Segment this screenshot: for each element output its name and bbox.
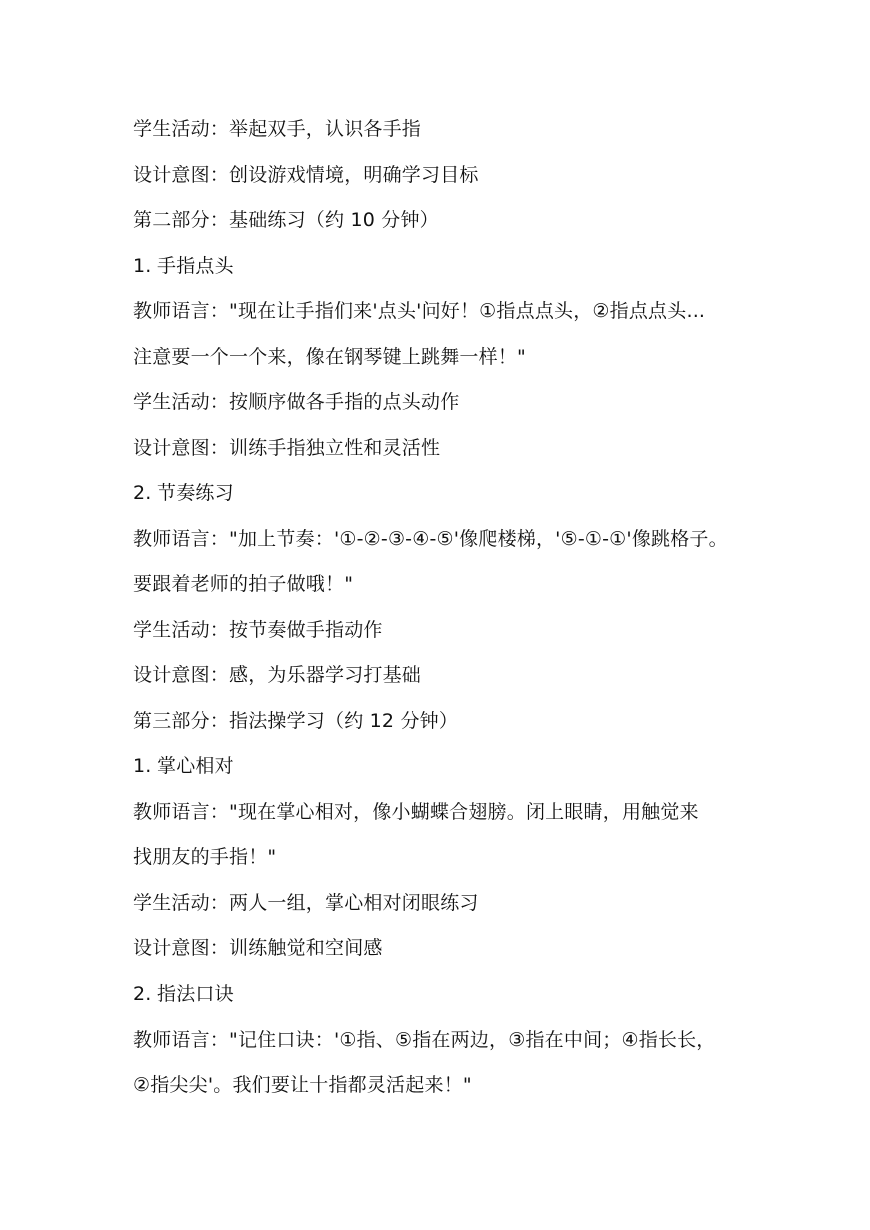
teacher-language-continuation: ②指尖尖'。我们要让十指都灵活起来！"	[133, 1074, 472, 1096]
teacher-language-line: 教师语言："加上节奏：'①-②-③-④-⑤'像爬楼梯，'⑤-①-①'像跳格子。	[133, 528, 728, 550]
design-intent-line: 设计意图：感，为乐器学习打基础	[133, 664, 422, 686]
teacher-language-continuation: 找朋友的手指！"	[133, 846, 277, 868]
subsection-title: 节奏练习	[157, 482, 234, 504]
teacher-language-continuation: 要跟着老师的拍子做哦！"	[133, 573, 354, 595]
student-activity-line: 学生活动：两人一组，掌心相对闭眼练习	[133, 892, 479, 914]
student-activity-line: 学生活动：按顺序做各手指的点头动作	[133, 391, 460, 413]
teacher-language-continuation: 注意要一个一个来，像在钢琴键上跳舞一样！"	[133, 346, 526, 368]
subsection-heading	[133, 480, 753, 506]
design-intent-line: 设计意图：创设游戏情境，明确学习目标	[133, 164, 479, 186]
item-number: 1.	[133, 255, 152, 277]
design-intent-line: 设计意图：训练触觉和空间感	[133, 937, 383, 959]
item-number: 2.	[133, 482, 152, 504]
student-activity-line: 学生活动：举起双手，认识各手指	[133, 118, 422, 140]
section-heading: 第二部分：基础练习（约 10 分钟）	[133, 209, 439, 231]
subsection-heading	[133, 253, 753, 279]
teacher-language-line: 教师语言："现在掌心相对，像小蝴蝶合翅膀。闭上眼睛，用触觉来	[133, 801, 699, 823]
subsection-title: 指法口诀	[157, 983, 234, 1005]
subsection-heading	[133, 753, 753, 779]
teacher-language-line: 教师语言："记住口诀：'①指、⑤指在两边，③指在中间；④指长长，	[133, 1029, 716, 1051]
teacher-language-line: 教师语言："现在让手指们来'点头'问好！①指点点头，②指点点头...	[133, 300, 706, 322]
section-heading: 第三部分：指法操学习（约 12 分钟）	[133, 710, 459, 732]
student-activity-line: 学生活动：按节奏做手指动作	[133, 619, 383, 641]
design-intent-line: 设计意图：训练手指独立性和灵活性	[133, 437, 441, 459]
item-number: 2.	[133, 983, 152, 1005]
subsection-heading	[133, 981, 753, 1007]
subsection-title: 手指点头	[157, 255, 234, 277]
item-number: 1.	[133, 755, 152, 777]
subsection-title: 掌心相对	[157, 755, 234, 777]
